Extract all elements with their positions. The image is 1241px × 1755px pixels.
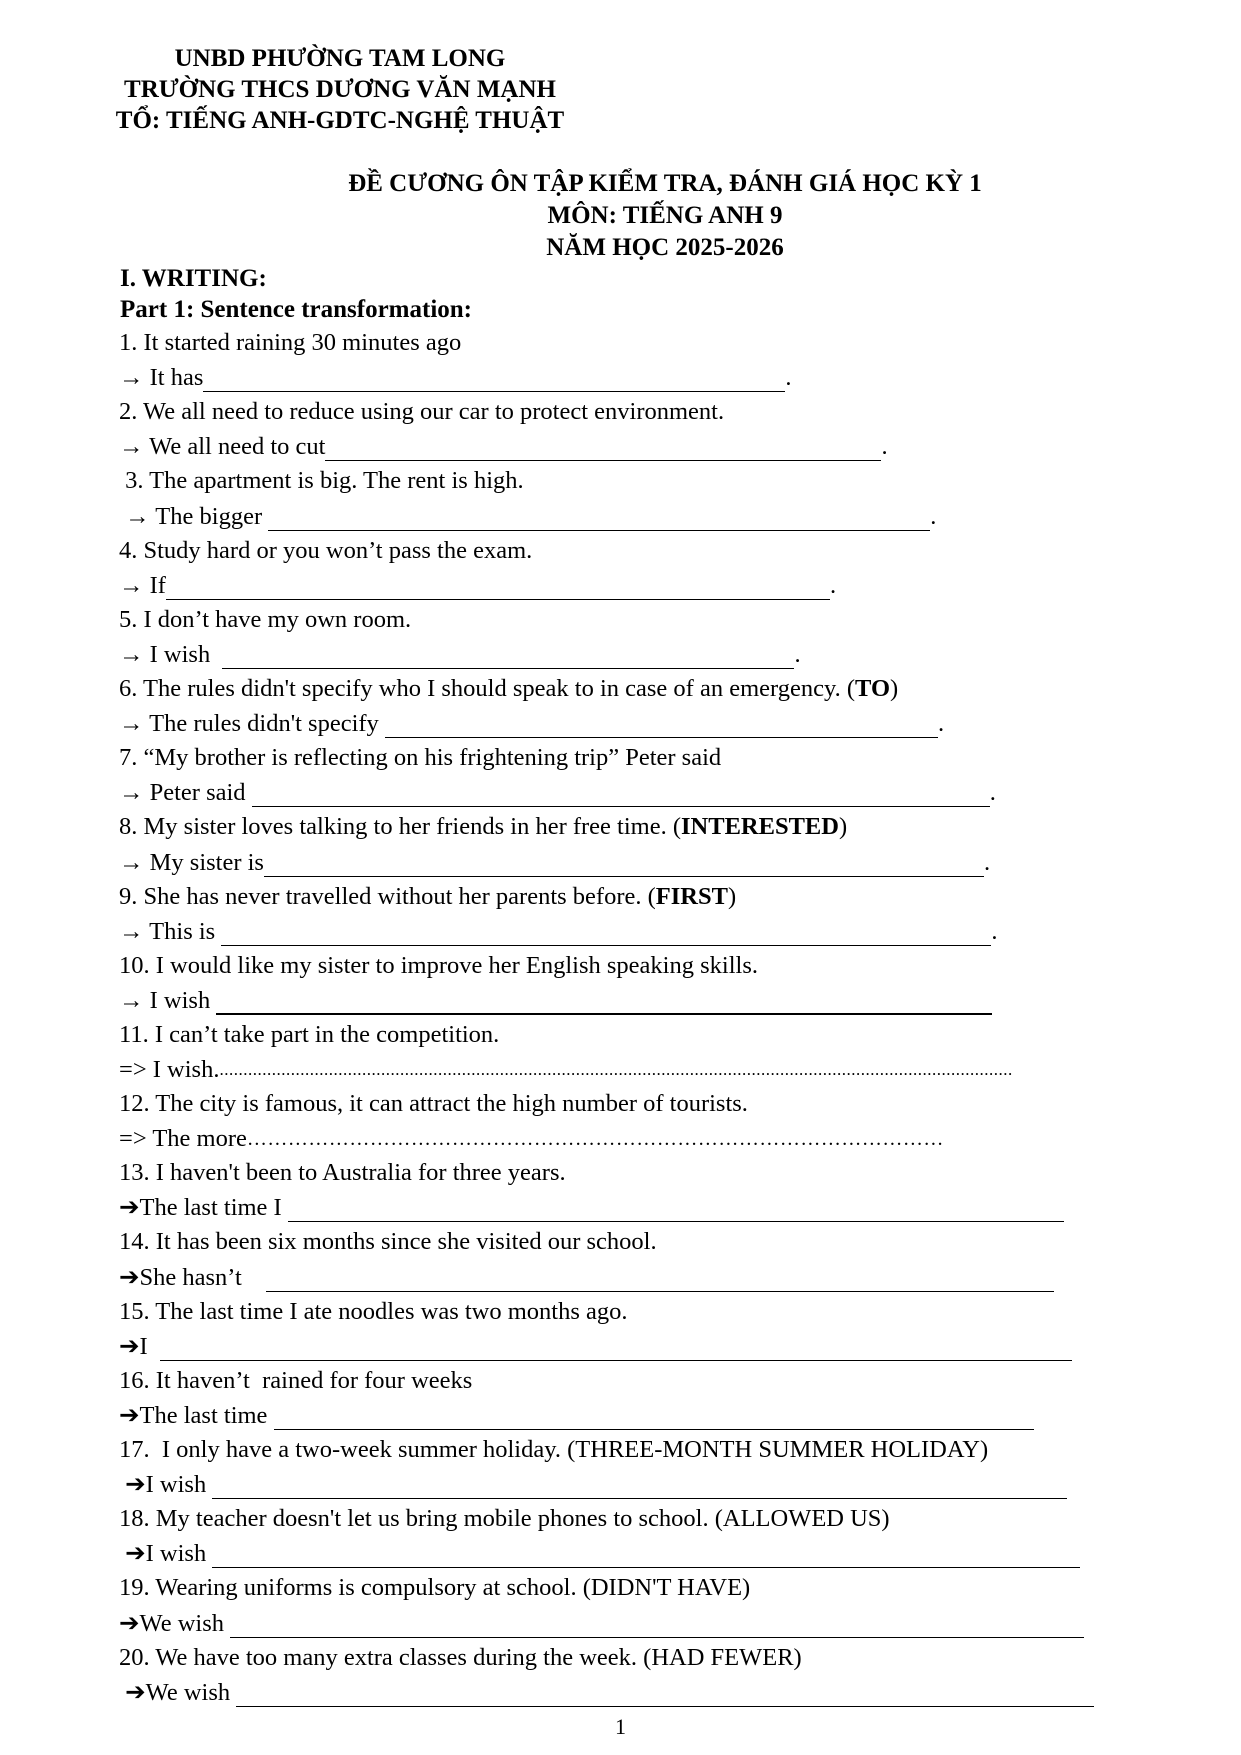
question-14: 14. It has been six months since she visited our school. — [119, 1228, 657, 1256]
question-7: 7. “My brother is reflecting on his frightening trip” Peter said — [119, 744, 722, 772]
answer-20[interactable]: ➔We wish — [119, 1675, 1119, 1710]
answer-4[interactable]: → If . — [119, 571, 837, 599]
school-year: NĂM HỌC 2025-2026 — [546, 234, 784, 261]
section-heading: I. WRITING: — [120, 265, 267, 292]
answer-3[interactable]: → The bigger . — [119, 502, 937, 530]
answer-19[interactable]: ➔We wish — [119, 1606, 1119, 1641]
answer-17[interactable]: ➔I wish — [119, 1468, 1119, 1503]
document-title: ĐỀ CƯƠNG ÔN TẬP KIỂM TRA, ĐÁNH GIÁ HỌC KỲ 1 — [348, 170, 982, 197]
part-heading: Part 1: Sentence transformation: — [120, 296, 472, 323]
question-19: 19. Wearing uniforms is compulsory at school. (DIDN'T HAVE) — [119, 1574, 751, 1602]
exercise-list — [119, 326, 1119, 1710]
answer-10[interactable]: → I wish — [119, 983, 1119, 1018]
answer-14[interactable]: ➔She hasn’t — [119, 1260, 1119, 1295]
question-10: 10. I would like my sister to improve her English speaking skills. — [119, 951, 758, 979]
question-18: 18. My teacher doesn't let us bring mobile phones to school. (ALLOWED US) — [119, 1505, 890, 1533]
question-3: 3. The apartment is big. The rent is high. — [119, 467, 524, 495]
answer-18[interactable]: ➔I wish — [119, 1537, 1119, 1572]
school-name: TRƯỜNG THCS DƯƠNG VĂN MẠNH — [124, 76, 556, 103]
answer-16[interactable]: ➔The last time — [119, 1398, 1119, 1433]
question-5: 5. I don’t have my own room. — [119, 605, 412, 633]
page-number: 1 — [615, 1714, 626, 1739]
question-16: 16. It haven’t rained for four weeks — [119, 1366, 473, 1394]
answer-6[interactable]: → The rules didn't specify . — [119, 710, 945, 738]
answer-8[interactable]: → My sister is . — [119, 848, 991, 876]
question-20: 20. We have too many extra classes during the week. (HAD FEWER) — [119, 1643, 802, 1671]
answer-13[interactable]: ➔The last time I — [119, 1191, 1119, 1226]
question-12: 12. The city is famous, it can attract the high number of tourists. — [119, 1090, 748, 1118]
answer-2[interactable]: → We all need to cut . — [119, 433, 888, 461]
school-district: UNBD PHƯỜNG TAM LONG — [174, 45, 506, 72]
question-2: 2. We all need to reduce using our car to protect environment. — [119, 398, 725, 426]
question-9: 9. She has never travelled without her parents before. (FIRST) — [119, 882, 737, 910]
answer-15[interactable]: ➔I — [119, 1329, 1119, 1364]
department-name: TỔ: TIẾNG ANH-GDTC-NGHỆ THUẬT — [115, 107, 565, 134]
question-4: 4. Study hard or you won’t pass the exam. — [119, 536, 533, 564]
answer-12[interactable]: => The more ………………………………………………………………………………………… — [119, 1125, 944, 1153]
question-11: 11. I can’t take part in the competition. — [119, 1020, 500, 1048]
answer-9[interactable]: → This is . — [119, 917, 998, 945]
question-13: 13. I haven't been to Australia for three years. — [119, 1159, 566, 1187]
question-1: 1. It started raining 30 minutes ago — [119, 329, 462, 356]
answer-7[interactable]: → Peter said . — [119, 779, 996, 807]
answer-1[interactable]: → It has . — [119, 364, 792, 392]
subject-title: MÔN: TIẾNG ANH 9 — [547, 202, 783, 229]
question-8: 8. My sister loves talking to her friends in her free time. (INTERESTED) — [119, 813, 848, 841]
question-6: 6. The rules didn't specify who I should speak to in case of an emergency. (TO) — [119, 674, 899, 702]
question-15: 15. The last time I ate noodles was two months ago. — [119, 1297, 628, 1325]
answer-5[interactable]: → I wish . — [119, 640, 801, 668]
question-17: 17. I only have a two-week summer holiday. (THREE-MONTH SUMMER HOLIDAY) — [119, 1436, 989, 1463]
answer-11[interactable]: => I wish. ....................................................................................................................................................................... — [119, 1056, 1013, 1084]
